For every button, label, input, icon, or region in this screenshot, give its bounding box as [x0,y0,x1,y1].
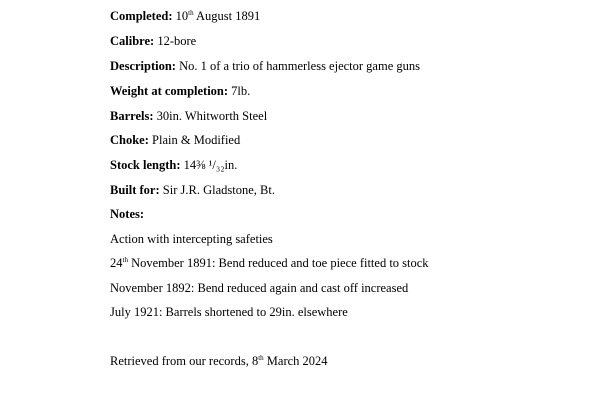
description-row [110,58,420,74]
calibre-row [110,33,196,49]
weight-row [110,83,250,99]
choke-label: Choke: [110,133,149,147]
completed-row [110,8,260,24]
calibre-value: 12-bore [157,34,197,48]
built-for-row [110,182,275,198]
stock-length-value: 14⅜ ¹/₃₂in. [183,158,238,172]
barrels-label: Barrels: [110,109,154,123]
description-label: Description: [110,59,176,73]
barrels-value: 30in. Whitworth Steel [156,109,268,123]
weight-value: 7lb. [231,84,251,98]
note-item: Action with intercepting safeties [110,232,273,246]
barrels-row [110,108,267,124]
note-item: November 1892: Bend reduced again and cast off increased [110,281,409,295]
notes-label: Notes: [110,207,145,221]
retrieval-footer: Retrieved from our records, 8th March 2024 [110,354,328,368]
completed-label: Completed: [110,9,173,23]
note-item: July 1921: Barrels shortened to 29in. elsewhere [110,305,348,319]
note-item: 24th November 1891: Bend reduced and toe piece fitted to stock [110,256,429,270]
completed-value: 10th August 1891 [175,9,261,23]
built-for-label: Built for: [110,183,160,197]
choke-row [110,132,240,148]
stock-length-row [110,157,237,173]
built-for-value: Sir J.R. Gladstone, Bt. [162,183,275,197]
weight-label: Weight at completion: [110,84,229,98]
description-value: No. 1 of a trio of hammerless ejector game guns [179,59,420,73]
calibre-label: Calibre: [110,34,155,48]
stock-length-label: Stock length: [110,158,181,172]
choke-value: Plain & Modified [152,133,241,147]
